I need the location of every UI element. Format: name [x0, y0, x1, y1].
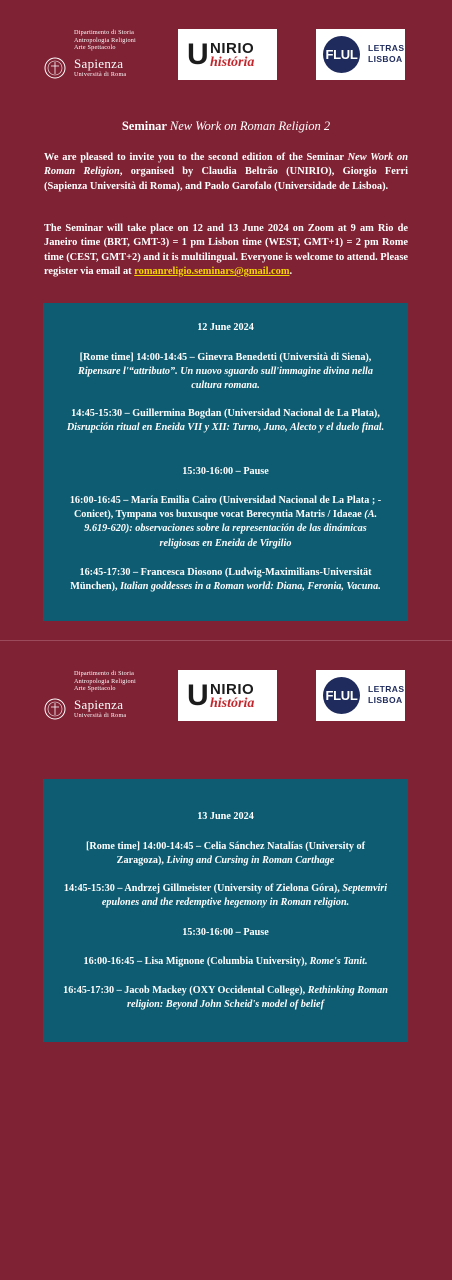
- unirio-logo: U NIRIO história: [178, 670, 277, 721]
- flul-mark: FLUL: [323, 36, 360, 73]
- schedule-box-day2: [43, 779, 408, 1042]
- session-pause: 15:30-16:00 – Pause: [182, 927, 269, 938]
- sapienza-subtitle: Università di Roma: [74, 72, 127, 78]
- registration-email-link[interactable]: romanreligio.seminars@gmail.com: [134, 266, 290, 278]
- session-item: 14:45-15:30 – Andrzej Gillmeister (University of Zielona Góra), Septemviri epulones and the redemptive hegemony in Roman religion.: [63, 883, 388, 909]
- flul-logo: FLUL LETRAS LISBOA: [316, 670, 405, 721]
- day-date: 13 June 2024: [197, 811, 254, 822]
- unirio-logo: U NIRIO história: [178, 29, 277, 80]
- intro-paragraph: We are pleased to invite you to the second edition of the Seminar New Work on Roman Religion, organised by Claudia Beltrão (UNIRIO), Giorgio Ferri (Sapienza Università di Roma), and Paolo Garofalo (Universidade de Lisboa).: [44, 152, 408, 192]
- session-item: 16:45-17:30 – Jacob Mackey (OXY Occidental College), Rethinking Roman religion: Beyond John Scheid's model of belief: [63, 985, 388, 1011]
- sapienza-seal-icon: [44, 698, 66, 720]
- seminar-title: Seminar New Work on Roman Religion 2: [121, 119, 331, 133]
- session-item: [Rome time] 14:00-14:45 – Ginevra Benedetti (Università di Siena), Ripensare l'“attributo”. Un nuovo sguardo sull'immagine divina nella cultura romana.: [78, 352, 373, 392]
- sapienza-logo: [44, 29, 159, 84]
- flul-logo: FLUL LETRAS LISBOA: [316, 29, 405, 80]
- sapienza-name: Sapienza: [74, 697, 124, 712]
- session-item: [Rome time] 14:00-14:45 – Celia Sánchez Natalías (University of Zaragoza), Living and Cursing in Roman Carthage: [86, 841, 365, 867]
- day-date: 12 June 2024: [197, 322, 254, 333]
- session-item: 16:45-17:30 – Francesca Diosono (Ludwig-Maximilians-Universität München), Italian goddesses in a Roman world: Diana, Feronia, Vacuna.: [70, 567, 381, 593]
- logo-row: [0, 670, 452, 730]
- sapienza-department: Dipartimento di Storia Antropologia Religioni Arte Spettacolo: [74, 29, 136, 52]
- sapienza-seal-icon: [44, 57, 66, 79]
- flul-mark: FLUL: [323, 677, 360, 714]
- details-paragraph: The Seminar will take place on 12 and 13 June 2024 on Zoom at 9 am Rio de Janeiro time (BRT, GMT-3) = 1 pm Lisbon time (WEST, GMT+1) = 2 pm Rome time (CEST, GMT+2) and it is multilingual. Everyone is welcome to attend. Please register via email at romanreligio.seminars@gmail.com.: [44, 223, 408, 278]
- session-item: 14:45-15:30 – Guillermina Bogdan (Universidad Nacional de La Plata), Disrupción ritual en Eneida VII y XII: Turno, Juno, Alecto y el duelo final.: [66, 408, 385, 434]
- session-item: 16:00-16:45 – Lisa Mignone (Columbia University), Rome's Tanit.: [83, 956, 368, 967]
- sapienza-subtitle: Università di Roma: [74, 713, 127, 719]
- session-pause: 15:30-16:00 – Pause: [182, 466, 269, 477]
- sapienza-department: Dipartimento di Storia Antropologia Religioni Arte Spettacolo: [74, 670, 136, 693]
- sapienza-name: Sapienza: [74, 56, 124, 71]
- sapienza-logo: [44, 670, 159, 725]
- session-item: 16:00-16:45 – María Emilia Cairo (Universidad Nacional de La Plata ; - Conicet), Tympana vos buxusque vocat Berecyntia Matris / Idaeae (A. 9.619-620): observaciones sobre la representación de las dinámicas religiosas en Eneida de Virgilio: [69, 495, 382, 549]
- logo-row: [0, 29, 452, 89]
- schedule-box-day1: [43, 303, 408, 621]
